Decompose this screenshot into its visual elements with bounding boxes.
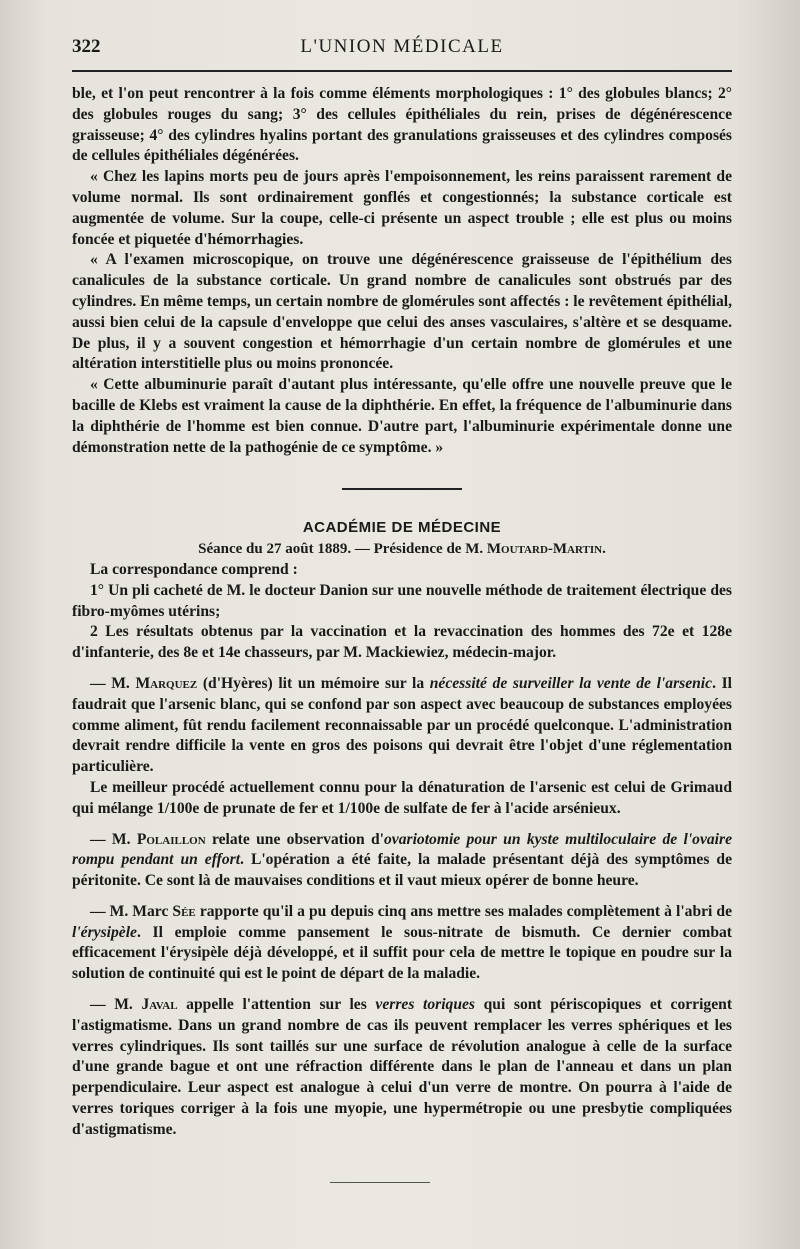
marquez-paragraph-2: Le meilleur procédé actuellement connu pour la dénaturation de l'arsenic est celui de Grimaud qui mélange 1/100e de prunate de fer et 1/100e de sulfate de fer à l'acide arsénieux. xyxy=(72,778,732,817)
javal-lead: — M. xyxy=(90,996,142,1014)
polaillon-title: ovariotomie pour un kyste multiloculaire de l'ovaire rompu pendant un effort xyxy=(72,830,733,869)
see-text-1: rapporte qu'il a pu depuis cinq ans mettre ses malades complètement à l'abri de xyxy=(195,902,733,920)
correspondence-item-2: 2 Les résultats obtenus par la vaccination et la revaccination des hommes des 72e et 128e d'infanterie, des 8e et 14e chasseurs, par M. Mackiewiez, médecin-major. xyxy=(72,623,732,662)
polaillon-name: Polaillon xyxy=(136,830,206,848)
session-suffix: . xyxy=(602,541,606,558)
paragraph-albuminurie: « Cette albuminurie paraît d'autant plus intéressante, qu'elle offre une nouvelle preuve que le bacille de Klebs est vraiment la cause de la diphthérie. En effet, la fréquence de l'albuminurie dans la diphthérie de l'homme est bien connue. D'autre part, l'albuminurie expérimentale donne une démonstration nette de la pathogénie de ce symptôme. » xyxy=(72,376,732,456)
communication-marquez xyxy=(72,674,732,778)
marquez-text-1: (d'Hyères) lit un mémoire sur la xyxy=(197,674,430,692)
paragraph-continuation: ble, et l'on peut rencontrer à la fois comme éléments morphologiques : 1° des globules blancs; 2° des globules rouges du sang; 3° des cellules épithéliales du rein, prises de dégénérescence graisseuse; 4° des cylindres hyalins portant des granulations graisseuses et des cylindres composés de cellules épithéliales dégénérées. xyxy=(72,85,732,165)
javal-title: verres toriques xyxy=(375,996,475,1014)
javal-text-2: qui sont périscopiques et corrigent l'astigmatisme. Dans un grand nombre de cas ils peuvent remplacer les verres sphériques et les verres cylindriques. Ils sont taillés sur une surface de révolution analogue à celle de la surface d'une grande bague et ont une réfraction différente dans le plan de l'anneau et dans un plan perpendiculaire. Leur aspect est analogue à celui d'un verre de montre. On pourra à l'aide de verres toriques corriger à la fois une myopie, une hypermétropie ou une presbytie compliquées d'astigmatisme. xyxy=(72,996,733,1138)
marquez-title: nécessité de surveiller la vente de l'arsenic xyxy=(429,674,713,692)
polaillon-text-2: . L'opération a été faite, la malade présentant déjà des symptômes de péritonite. Ce sont là de mauvaises conditions et il vaut mieux opérer de bonne heure. xyxy=(72,851,733,890)
marquez-lead: — M. xyxy=(90,674,136,692)
marquez-name: Marquez xyxy=(135,674,198,692)
javal-name: Javal xyxy=(141,996,178,1014)
paragraph-microscopique: « A l'examen microscopique, on trouve une dégénérescence graisseuse de l'épithélium des canalicules de la substance corticale. Un grand nombre de canalicules sont obstrués par des cylindres. En même temps, un certain nombre de glomérules sont affectés : le revêtement épithélial, aussi bien celui de la capsule d'enveloppe que celui des anses vasculaires, s'altère et se desquame. De plus, il y a souvent congestion et hémorrhagie d'un certain nombre de glomérules et une altération interstitielle plus ou moins prononcée. xyxy=(72,251,732,373)
correspondence-item-1: 1° Un pli cacheté de M. le docteur Danion sur une nouvelle méthode de traitement électrique des fibro-myômes utérins; xyxy=(72,581,732,620)
javal-text-1: appelle l'attention sur les xyxy=(177,996,376,1014)
footer-rule xyxy=(330,1182,430,1183)
article-body xyxy=(72,84,732,1141)
communication-see xyxy=(72,902,732,985)
spacer xyxy=(72,985,732,995)
session-prefix: Séance du 27 août 1889. — Présidence de M. xyxy=(198,541,487,558)
header-rule xyxy=(72,70,732,72)
see-name: Sée xyxy=(172,902,196,920)
marquez-text-2: . Il faudrait que l'arsenic blanc, qui se confond par son aspect avec beaucoup de substances employées comme aliment, fût rendu facilement reconnaissable par un procédé quelconque. L'administration devrait rendre difficile la vente en gros des poisons qui devrait être l'objet d'une réglementation particulière. xyxy=(72,674,732,776)
section-divider xyxy=(342,488,462,490)
see-title: l'érysipèle xyxy=(72,923,137,941)
session-line xyxy=(72,539,732,560)
session-president: Moutard-Martin xyxy=(486,541,603,558)
communication-javal xyxy=(72,995,732,1141)
section-title: ACADÉMIE DE MÉDECINE xyxy=(302,519,502,537)
running-title: L'UNION MÉDICALE xyxy=(300,36,504,57)
polaillon-text-1: relate une observation d' xyxy=(205,830,384,848)
communication-polaillon xyxy=(72,830,732,892)
see-lead: — M. Marc xyxy=(90,902,173,920)
see-text-2: . Il emploie comme pansement le sous-nitrate de bismuth. Ce dernier combat efficacement l'érysipèle déjà développé, et il suffit pour cela de mettre le topique en poudre sur la solution de continuité qui est le point de départ de la maladie. xyxy=(72,923,732,983)
correspondence-intro: La correspondance comprend : xyxy=(90,560,298,578)
spacer xyxy=(72,664,732,674)
page-header xyxy=(72,36,732,66)
polaillon-lead: — M. xyxy=(90,830,137,848)
spacer xyxy=(72,892,732,902)
page-number: 322 xyxy=(72,36,101,57)
spacer xyxy=(72,820,732,830)
paragraph-lapins: « Chez les lapins morts peu de jours après l'empoisonnement, les reins paraissent rarement de volume normal. Ils sont ordinairement gonflés et congestionnés; la substance corticale est augmentée de volume. Sur la coupe, celle-ci présente un aspect trouble ; elle est plus ou moins foncée et piquetée d'hémorrhagies. xyxy=(72,168,732,248)
